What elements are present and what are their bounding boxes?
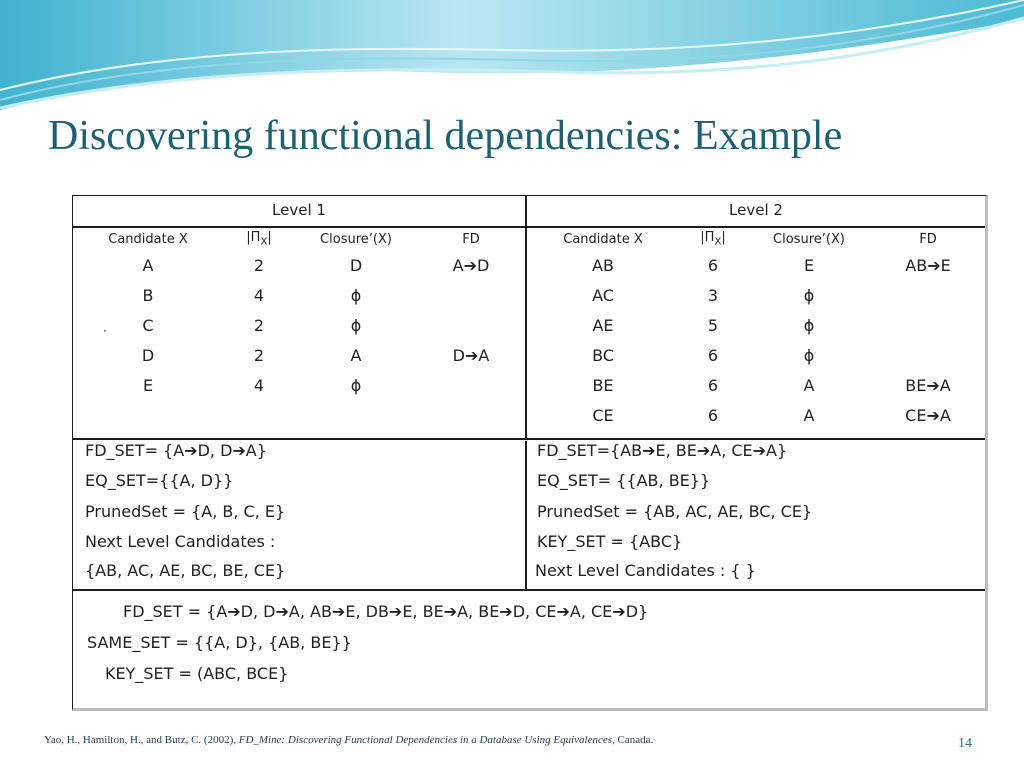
divider [73,438,985,440]
final-line: FD_SET = {A➔D, D➔A, AB➔E, DB➔E, BE➔A, BE➔D, CE➔A, CE➔D} [123,602,649,621]
table-row: D 2 A D➔A [141,345,490,365]
table-row: CE 6 A CE➔A [592,405,951,425]
summary-line: EQ_SET={{A, D}} [85,471,234,490]
citation: Yao, H., Hamilton, H., and Butz, C. (2002), FD_Mine: Discovering Functional Dependencies in a Database Using Equivalences, Canada. [44,734,654,746]
col-partition-count: $|\Pi_X|$ [246,230,272,248]
level2-panel [527,196,985,438]
summary-line: PrunedSet = {A, B, C, E} [85,502,286,521]
col-candidate-x: Candidate X [108,231,188,247]
final-line: KEY_SET = (ABC, BCE} [105,664,289,683]
table-row: AB 6 E AB➔E [592,255,951,275]
fd-mine-figure [72,195,988,711]
stray-dot: · [103,324,107,338]
header-wave-banner [0,0,1024,120]
summary-line: KEY_SET = {ABC} [537,532,683,551]
col-fd: FD [919,231,937,247]
level1-heading: Level 1 [73,196,525,228]
summary-line: FD_SET={AB➔E, BE➔A, CE➔A} [537,441,788,460]
summary-line: EQ_SET= {{AB, BE}} [537,471,711,490]
summary-line: FD_SET= {A➔D, D➔A} [85,441,267,460]
slide-title: Discovering functional dependencies: Example [48,113,843,159]
level2-summary [527,441,985,589]
level2-heading: Level 2 [527,196,985,228]
col-closure: Closure’(X) [320,231,392,247]
summary-line: PrunedSet = {AB, AC, AE, BC, CE} [537,502,813,521]
level1-panel [73,196,527,438]
final-result [73,594,985,708]
col-closure: Closure’(X) [773,231,845,247]
summary-line: Next Level Candidates : [85,532,276,551]
table-row: B 4 ϕ [142,285,362,305]
table-row: BE 6 A BE➔A [592,375,951,395]
table-row: C 2 ϕ [142,315,362,335]
table-row: BC 6 ϕ [592,345,815,365]
col-candidate-x: Candidate X [563,231,643,247]
level2-table [527,228,985,430]
table-row: A 2 D A➔D [142,255,490,275]
level1-header-row [73,228,525,250]
level1-table [73,228,525,400]
summary-line: {AB, AC, AE, BC, BE, CE} [85,561,286,580]
divider [73,589,985,591]
level2-header-row [527,228,985,250]
table-row: E 4 ϕ [142,375,362,395]
summary-line: Next Level Candidates : { } [535,561,756,580]
page-number: 14 [958,736,972,751]
level1-summary [73,441,527,589]
table-row: AC 3 ϕ [592,285,815,305]
table-row: AE 5 ϕ [592,315,815,335]
final-line: SAME_SET = {{A, D}, {AB, BE}} [87,633,352,652]
col-partition-count: $|\Pi_X|$ [700,230,726,248]
col-fd: FD [462,231,480,247]
